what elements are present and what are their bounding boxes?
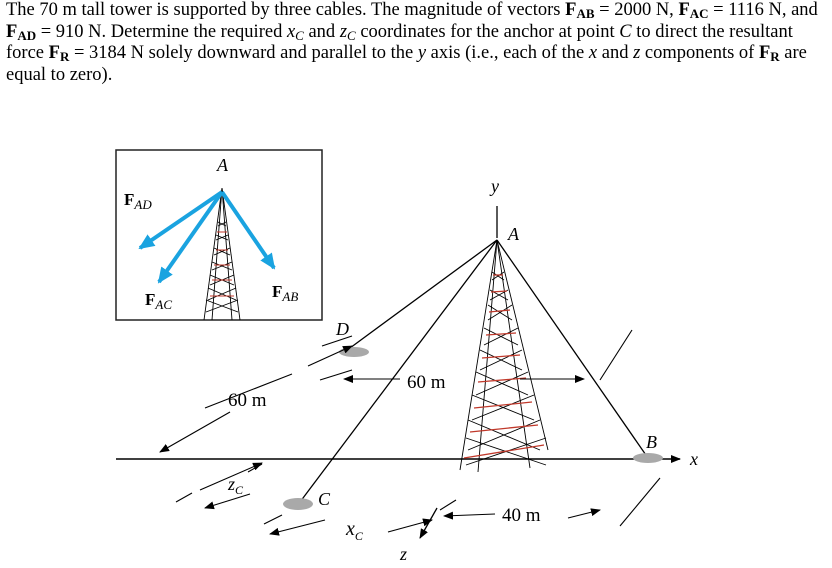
var: C (619, 21, 632, 42)
var-sub: C (347, 27, 356, 43)
vector-sub: AC (689, 6, 709, 21)
vector-sub: AD (17, 27, 37, 43)
vector-sub: R (770, 49, 780, 64)
inset-label-fac: $F_{AC}$ (145, 290, 173, 312)
var: x (588, 43, 598, 63)
text-run: to direct the resultant force (6, 21, 793, 63)
anchor-d (339, 347, 369, 357)
label-60m-left: 60 m (228, 390, 267, 411)
text-run: = 2000 N, (594, 0, 679, 20)
text-run: are equal to zero). (6, 43, 807, 85)
inset-label-a: A (217, 155, 228, 175)
text-run: components of (640, 43, 759, 63)
label-point-a: A (508, 224, 519, 244)
inset-label-fad: $F_{AD}$ (124, 190, 152, 212)
dimension-lines (176, 330, 660, 526)
var: y (417, 43, 427, 63)
dim-xc-arrow-left (270, 520, 325, 534)
dim-40m-arrow-right (568, 510, 600, 518)
label-60m-top: 60 m (407, 372, 446, 393)
label-xc: $x_C$ (346, 518, 363, 543)
text-run: coordinates for the anchor at point (355, 21, 620, 42)
vector-f: F (678, 0, 690, 20)
anchor-b (633, 453, 663, 463)
label-x-axis: x (690, 449, 698, 469)
dim-zc-arrow-bottom (205, 494, 250, 508)
vector-f: F (48, 43, 60, 63)
var: z (339, 21, 348, 42)
main-tower (460, 240, 548, 472)
label-point-c: C (318, 489, 331, 509)
text-run: = 910 N. Determine the required (36, 21, 287, 42)
var: x (286, 21, 296, 42)
vector-sub: R (59, 49, 70, 64)
vector-sub: AB (576, 6, 595, 21)
text-run: The 70 m tall tower is supported by three cables. The magnitude of vectors (6, 0, 566, 20)
text-run: = 3184 N solely downward and parallel to the (69, 43, 418, 63)
label-point-d: D (336, 319, 349, 339)
text-run: = 1116 N, and (708, 0, 818, 20)
cable-ab (497, 240, 648, 458)
vector-fac-arrow (159, 192, 222, 282)
dim-40m-arrow-left (444, 514, 495, 516)
vector-fad-arrow (140, 192, 222, 248)
cable-ac (300, 240, 497, 502)
label-40m: 40 m (502, 505, 541, 526)
dim-xc-arrow-right (388, 520, 432, 532)
label-y-axis: y (491, 176, 499, 196)
inset-label-fab: $F_{AB}$ (272, 282, 299, 304)
cable-ad (350, 240, 497, 348)
label-zc: $z_C$ (228, 474, 244, 497)
dim-60m-left-arrow (160, 412, 230, 452)
inset-diagram (116, 150, 322, 320)
var: z (633, 43, 641, 63)
text-run: and (303, 21, 340, 42)
vector-f: F (565, 0, 577, 20)
vector-f: F (6, 21, 18, 42)
vector-f: F (758, 43, 771, 63)
text-run: and (597, 43, 634, 63)
vector-fab-arrow (222, 192, 274, 268)
text-run: axis (i.e., each of the (426, 43, 589, 63)
label-z-axis: z (400, 544, 408, 564)
anchor-c (283, 498, 313, 510)
var-sub: C (295, 27, 304, 43)
label-point-b: B (646, 432, 657, 452)
main-diagram (116, 176, 698, 564)
